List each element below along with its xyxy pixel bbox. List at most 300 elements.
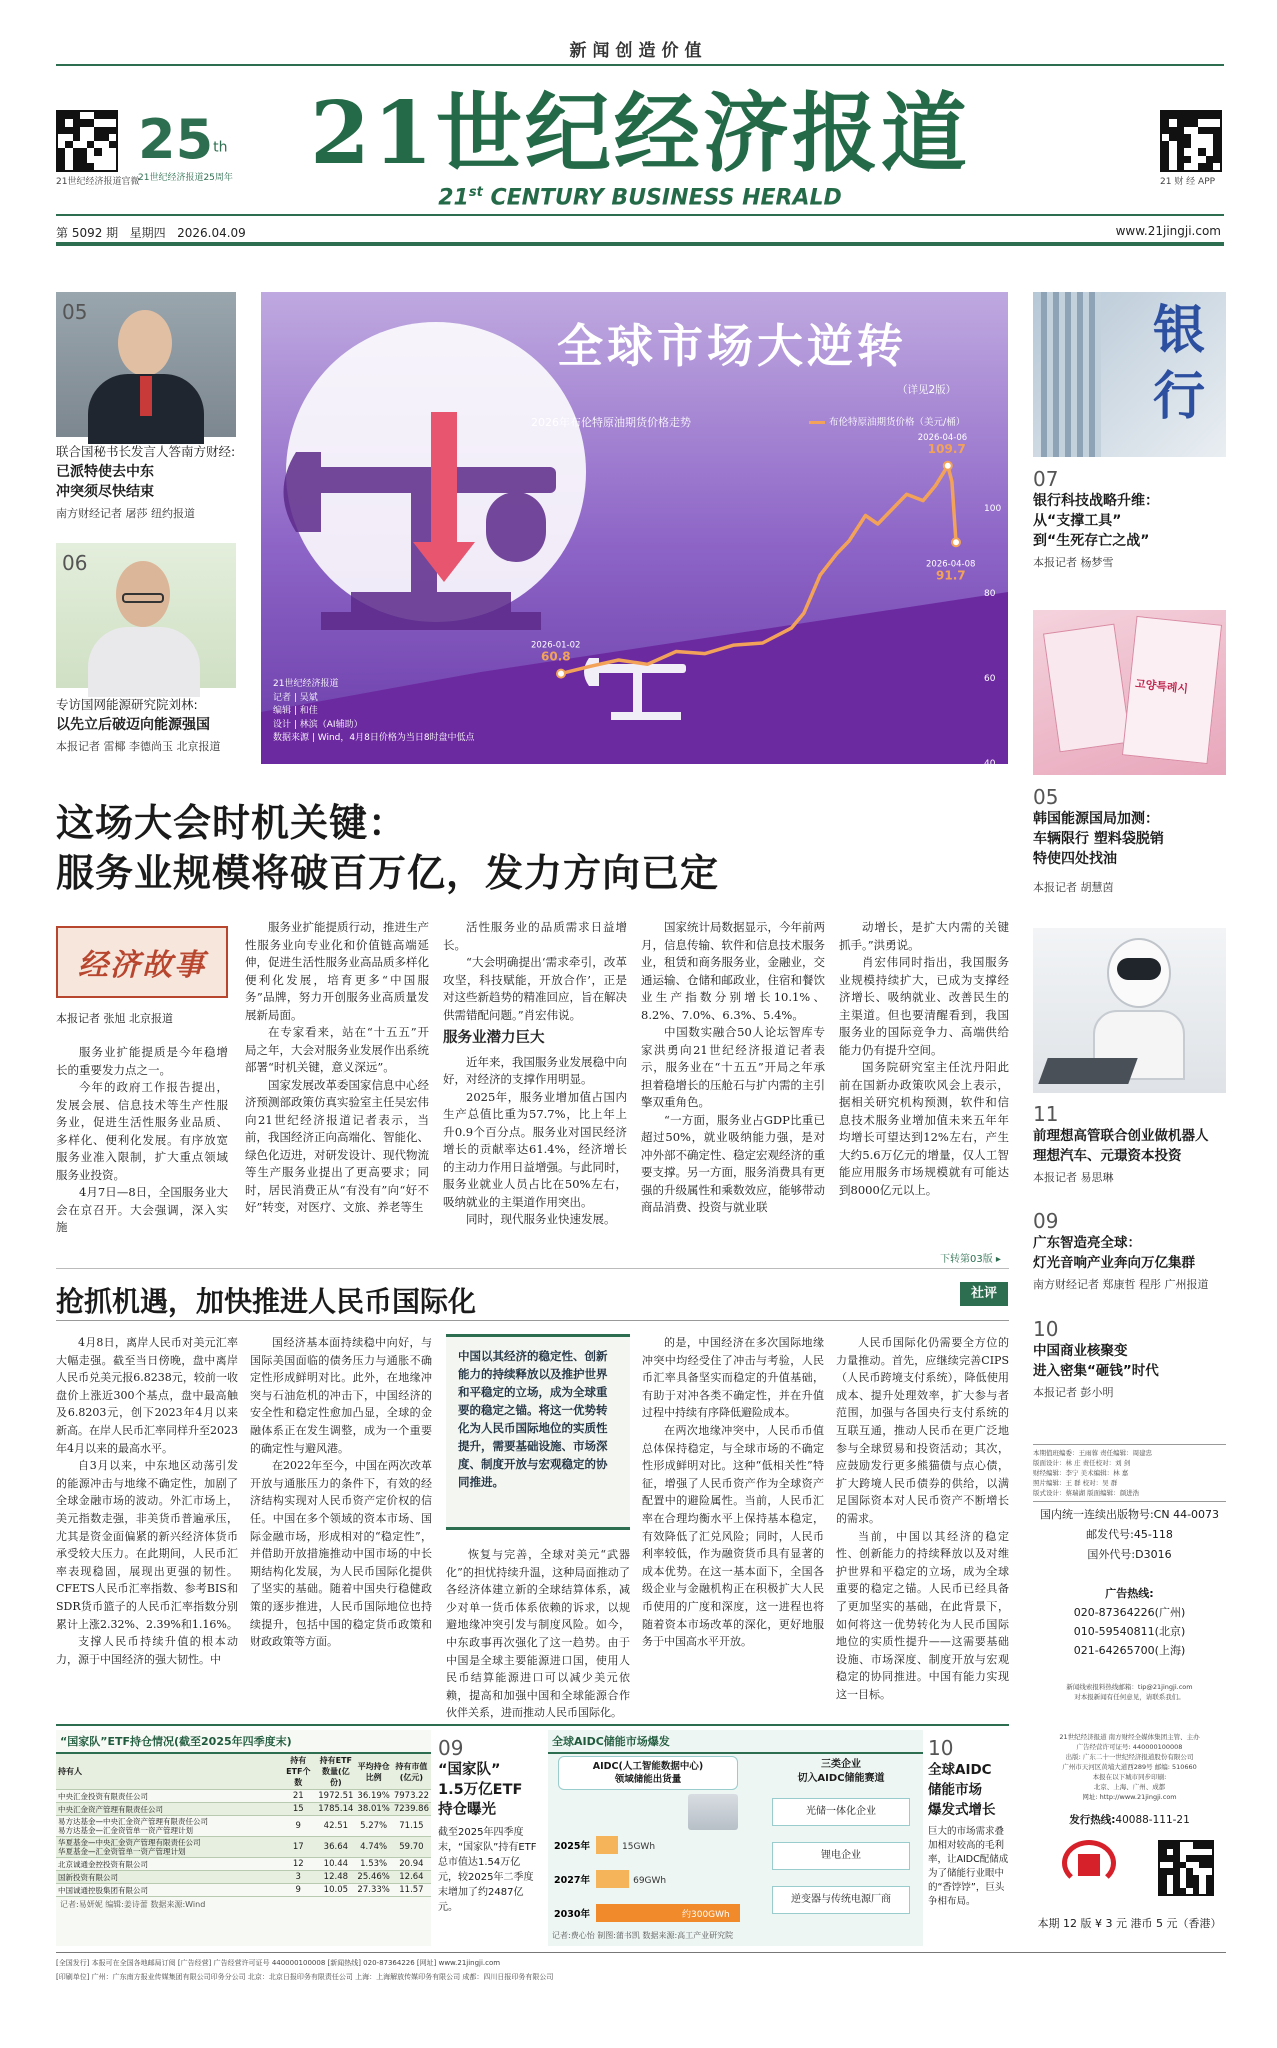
etf-title: “国家队”ETF持仓情况(截至2025年四季度末)	[56, 1730, 431, 1754]
qr-module	[1177, 134, 1184, 141]
price-point	[617, 659, 619, 661]
table-row	[56, 1816, 431, 1837]
qr-right-caption: 21 财 经 APP	[1160, 177, 1216, 187]
paragraph: 中国数实融合50人论坛智库专家洪勇向21世纪经济报道记者表示，服务业在“十五五”开局之年承担着稳增长的压舱石与扩内需的主引擎双重角色。	[641, 1025, 825, 1109]
qr-module	[1206, 127, 1213, 134]
qr-module	[94, 127, 101, 134]
qr-module	[1198, 119, 1205, 126]
editorial-head-rule	[56, 1320, 1009, 1321]
qr-module	[1169, 134, 1176, 141]
qr-module	[1213, 141, 1220, 148]
price-point	[877, 523, 879, 525]
qr-module	[73, 134, 80, 141]
headline[interactable]: 银行科技战略升维： 从“支撑工具” 到“生死存亡之战”	[1033, 493, 1159, 549]
news-tip: 新闻线索报料热线邮箱：tip@21jingji.com 对本报新闻有任何意见，请联系我们。	[1066, 1683, 1193, 1701]
qr-module	[1162, 141, 1169, 148]
bar-category: 2030年	[554, 1909, 590, 1920]
bar	[596, 1836, 618, 1854]
table-cell: 1972.51	[318, 1791, 354, 1801]
lead-byline: 本报记者 张旭 北京报道	[56, 1012, 173, 1025]
qr-module	[65, 163, 72, 170]
qr-module	[1162, 148, 1169, 155]
qr-module	[1191, 112, 1198, 119]
qr-module	[94, 112, 101, 119]
editorial-pullquote	[446, 1334, 630, 1530]
qr-module	[1191, 148, 1198, 155]
eng-sup: st	[468, 185, 483, 200]
qr-module	[73, 148, 80, 155]
qr-module	[109, 112, 116, 119]
qr-left-caption: 21世纪经济报道官微	[56, 177, 140, 187]
qr-module	[1169, 112, 1176, 119]
lead-col-1	[56, 1044, 228, 1266]
table-cell: 中国诚通控股集团有限公司	[56, 1884, 280, 1897]
qr-module	[1198, 112, 1205, 119]
anniversary-number: 25	[138, 108, 214, 171]
qr-module	[65, 119, 72, 126]
table-header-row	[56, 1754, 431, 1790]
hero-graphic[interactable]	[261, 292, 1008, 769]
qr-module	[109, 156, 116, 163]
table-cell: 北京诚通金控投资有限公司	[56, 1858, 280, 1871]
qr-module	[73, 163, 80, 170]
anniversary-logo	[138, 108, 238, 183]
qr-module	[1177, 119, 1184, 126]
ad-hotline	[1033, 1584, 1226, 1660]
qr-module	[65, 134, 72, 141]
overseas-code: D3016	[1135, 1548, 1172, 1561]
qr-module	[80, 134, 87, 141]
qr-module	[1206, 156, 1213, 163]
info-rule	[56, 242, 1224, 246]
editorial-col-2	[250, 1334, 432, 1710]
pullquote-text: 中国以其经济的稳定性、创新能力的持续释放以及推护世界和平稳定的立场，成为全球重要的稳定之锚。将这一优势转化为人民币国际地位的实质性提升，需要基础设施、市场深度、制度开放与宏观稳定的协同推进。	[458, 1349, 608, 1489]
paragraph: 支撑人民币持续升值的根本动力，源于中国经济的强大韧性。中	[56, 1635, 238, 1666]
qr-module	[1184, 112, 1191, 119]
qr-module	[58, 148, 65, 155]
qr-module	[1206, 134, 1213, 141]
credit-line: 数据来源 | Wind，4月8日价格为当日8时盘中低点	[273, 733, 475, 743]
publication-codes	[1033, 1505, 1226, 1565]
aidc-title: 全球AIDC储能市场爆发	[548, 1730, 923, 1754]
table-cell: 3	[280, 1871, 316, 1884]
page-ref: 11	[1033, 1102, 1059, 1126]
qr-module	[102, 156, 109, 163]
etf-credit: 记者:易妍妮 编辑:姜诗蕾 数据来源:Wind	[60, 1900, 206, 1909]
distribution-label: 发行热线:	[1069, 1814, 1116, 1826]
page-ref: 09	[438, 1736, 464, 1760]
byline: 本报记者 杨梦雪	[1033, 556, 1114, 569]
qr-left	[56, 110, 139, 187]
qr-module	[73, 141, 80, 148]
qr-module	[1198, 163, 1205, 170]
qr-code-right	[1160, 110, 1222, 172]
qr-module	[1206, 1888, 1213, 1895]
qr-module	[1162, 127, 1169, 134]
qr-module	[1177, 148, 1184, 155]
table-header: 持有市值(亿元)	[392, 1754, 431, 1790]
footer-line-1: [全国发行] 本报可在全国各地邮局订阅 [广告经营] 广告经营许可证号 440000100008 [新闻热线] 020-87364226 [网址] www.21jingji.com	[56, 1959, 501, 1967]
postal-code-label: 邮发代号:	[1086, 1528, 1134, 1541]
headline-small: 联合国秘书长发言人答南方财经:	[56, 444, 236, 459]
price-point	[589, 665, 591, 667]
qr-module	[80, 163, 87, 170]
overseas-code-label: 国外代号:	[1087, 1548, 1136, 1561]
qr-right	[1160, 110, 1222, 187]
byline: 本报记者 易思琳	[1033, 1171, 1114, 1184]
hero-see-page: （详见2版）	[897, 384, 957, 396]
annotation-date: 2026-04-06	[917, 432, 968, 443]
table-header: 持有人	[56, 1754, 280, 1790]
headline[interactable]: 广东智造亮全球： 灯光音响产业奔向万亿集群	[1033, 1235, 1195, 1271]
qr-module	[1206, 141, 1213, 148]
table-cell: 21	[280, 1790, 316, 1803]
qr-module	[87, 148, 94, 155]
paragraph: 服务业扩能提质行动，推进生产性服务业向专业化和价值链高端延伸，促进生活性服务业高品质多样化便利化发展，培育更多“中国服务”品牌，努力开创服务业高质量发展新局面。	[245, 920, 429, 1022]
table-cell: 9	[280, 1884, 316, 1897]
qr-module	[109, 134, 116, 141]
aidc-side-item-3: 逆变器与传统电源厂商	[772, 1886, 910, 1914]
bar-label: 69GWh	[633, 1876, 667, 1886]
qr-module	[1191, 119, 1198, 126]
table-cell: 15	[280, 1803, 316, 1816]
paragraph: 在两次地缘冲突中，人民币币值总体保持稳定，与全球市场的不确定性形成鲜明对比。这种“低相关性”特征，增强了人民币资产作为全球资产配置中的避险属性。当前，人民币汇率在合理均衡水平上保持基本稳定，有效降低了汇兑风险；同时，人民币利率较低，作为融资货币具有显著的成本优势。在这一基本面下，全国各级企业与金融机构正在积极扩大人民币使用的广度和深度，这一进程也将随着资本市场改革的深化，更好地服务于中国高水平开放。	[642, 1423, 824, 1649]
credit-line: 21世纪经济报道	[273, 679, 339, 689]
bar	[596, 1870, 629, 1888]
subheading: 服务业潜力巨大	[443, 1030, 545, 1046]
paragraph: 的是，中国经济在多次国际地缘冲突中均经受住了冲击与考验，人民币汇率具备坚实而稳定的升值基础，有助于对冲各类不确定性，并在升值过程中持续有序降低避险成本。	[642, 1336, 824, 1420]
qr-module	[1213, 148, 1220, 155]
table-cell: 4.74%	[355, 1837, 391, 1858]
qr-module	[1213, 119, 1220, 126]
qr-module	[1198, 148, 1205, 155]
table-cell: 易方达基金—中央汇金资产管理有限责任公司 易方达基金—汇金资管单一资产管理计划	[56, 1816, 280, 1837]
qr-module	[87, 112, 94, 119]
paragraph: “大会明确提出‘需求牵引，改革攻坚，科技赋能，开放合作’，正是对这些新趋势的精准回应，旨在解决供需错配问题。”肖宏伟说。	[443, 955, 627, 1022]
price-point	[790, 627, 792, 629]
qr-module	[1206, 112, 1213, 119]
table-cell: 36.64	[316, 1837, 355, 1858]
editorial-top-rule	[56, 1268, 1009, 1269]
table-header: 平均持仓比例	[355, 1754, 391, 1790]
qr-module	[1169, 156, 1176, 163]
hotline-sh: 021-64265700(上海)	[1073, 1644, 1186, 1657]
qr-module	[94, 148, 101, 155]
qr-module	[109, 141, 116, 148]
qr-module	[1169, 163, 1176, 170]
qr-module	[65, 112, 72, 119]
chart-title: 2026年布伦特原油期货价格走势	[531, 416, 691, 429]
page-ref: 09	[1033, 1209, 1059, 1233]
anniversary-caption: 21世纪经济报道25周年	[138, 173, 233, 183]
summary: 截至2025年四季度末，“国家队”持有ETF总市值达1.54万亿元，较2025年二季度末增加了约2487亿元。	[438, 1827, 537, 1913]
qr-module	[1184, 127, 1191, 134]
aidc-side-item-1: 光储一体化企业	[772, 1798, 910, 1826]
qr-module	[1213, 156, 1220, 163]
website[interactable]: www.21jingji.com	[1115, 224, 1221, 238]
price: 本期 12 版 ¥ 3 元 港币 5 元（香港）	[1037, 1917, 1222, 1930]
table-cell: 17	[280, 1837, 316, 1858]
byline: 本报记者 胡慧茵	[1033, 881, 1114, 894]
headline: “国家队” 1.5万亿ETF 持仓曝光	[438, 1762, 523, 1818]
paragraph: 近年来，我国服务业发展稳中向好，对经济的支撑作用明显。	[443, 1054, 627, 1086]
bar-label: 约300GWh	[682, 1910, 730, 1920]
y-tick-label: 60	[984, 674, 996, 684]
qr-module	[58, 141, 65, 148]
table-cell: 中央汇金资产管理有限责任公司	[56, 1803, 280, 1816]
bar-category: 2027年	[554, 1875, 590, 1886]
qr-module	[80, 141, 87, 148]
paragraph: 活性服务业的品质需求日益增长。	[443, 920, 627, 952]
qr-module	[87, 163, 94, 170]
paragraph: 4月8日，离岸人民币对美元汇率大幅走强。截至当日傍晚，盘中离岸人民币兑美元报6.8238元，较前一收盘价上涨近300个基点，盘中最高触及6.8203元，创下2023年4月以来新高。在岸人民币汇率同样升至2023年4月以来的最高水平。	[56, 1336, 238, 1455]
qr-module	[1191, 163, 1198, 170]
paragraph: 自3月以来，中东地区动荡引发的能源冲击与地缘不确定性，加剧了全球金融市场的波动。外汇市场上，美元指数走强，非美货币普遍承压，尤其是资金面偏紧的新兴经济体货币承受较大压力。在此期间，人民币汇率表现稳固，展现出更强的韧性。CFETS人民币汇率指数、参考BIS和SDR货币篮子的人民币汇率指数分别累计上涨2.32%、2.39%和1.16%。	[56, 1459, 238, 1631]
qr-module	[102, 148, 109, 155]
paragraph: 国务院研究室主任沈丹阳此前在国新办政策吹风会上表示，据相关研究机构预测，软件和信息技术服务业增加值未来五年年均增长可望达到12%左右，产生大约5.6万亿元的增量，仅人工智能应用服务市场规模就有可能达到8000亿元以上。	[839, 1060, 1009, 1197]
paragraph: 国家统计局数据显示，今年前两月，信息传输、软件和信息技术服务业，租赁和商务服务业，金融业，交通运输、仓储和邮政业，住宿和餐饮业生产指数分别增长10.1%、8.2%、7.0%、6.3%、5.4%。	[641, 920, 825, 1022]
aidc-panel	[548, 1730, 923, 1946]
paragraph: 同时，现代服务业快速发展。	[466, 1212, 616, 1226]
qr-module	[1184, 156, 1191, 163]
table-cell: 1785.14	[318, 1804, 354, 1814]
table-cell: 7239.86	[393, 1804, 429, 1814]
photo-robot	[1033, 928, 1226, 1093]
qr-module	[1184, 141, 1191, 148]
table-cell: 9	[280, 1816, 316, 1837]
table-cell: 11.57	[392, 1884, 431, 1897]
headline-small: 专访国网能源研究院刘林:	[56, 697, 198, 712]
etf-table	[56, 1754, 431, 1897]
price-point	[819, 574, 821, 576]
aidc-side-title: 三类企业 切入AIDC储能赛道	[797, 1759, 885, 1784]
page-ref: 10	[928, 1736, 954, 1760]
y-tick-label: 40	[984, 759, 996, 769]
headline[interactable]: 韩国能源国局加测： 车辆限行 塑料袋脱销 特使四处找油	[1033, 811, 1164, 867]
paragraph: “一方面，服务业占GDP比重已超过50%，就业吸纳能力强，是对冲外部不确定性、稳定宏观经济的重要支撑。另一方面，服务消费具有更强的升级属性和乘数效应，能够带动商品消费、投资与就业联	[641, 1112, 825, 1214]
annotation-date: 2026-04-08	[926, 559, 976, 570]
bank-sign: 银 行	[1153, 300, 1206, 427]
qr-module	[1213, 127, 1220, 134]
masthead: 21世纪经济报道	[310, 83, 970, 184]
qr-module	[80, 127, 87, 134]
editorial-col-4	[642, 1334, 824, 1710]
qr-module	[80, 148, 87, 155]
qr-module	[1162, 112, 1169, 119]
price-point	[803, 612, 805, 614]
qr-module	[80, 119, 87, 126]
qr-module	[1206, 163, 1213, 170]
paragraph: 人民币国际化仍需要全方位的力量推动。首先，应继续完善CIPS（人民币跨境支付系统），降低使用成本、提升处理效率，扩大参与者范围，加强与各国央行支付系统的互联互通，推动人民币在更广泛地参与全球贸易和投资活动；其次，应鼓励发行更多熊猫债与点心债，扩大跨境人民币债券的供给，以满足国际资本对人民币资产不断增长的需求。	[836, 1336, 1009, 1525]
weekday: 星期四	[129, 226, 166, 240]
domestic-code: CN 44-0073	[1153, 1508, 1220, 1521]
headline: 全球AIDC 储能市场 爆发式增长	[928, 1762, 996, 1818]
qr-module	[1213, 112, 1220, 119]
qr-module	[94, 119, 101, 126]
qr-module	[65, 141, 72, 148]
qr-module	[1198, 156, 1205, 163]
continued-link[interactable]: 下转第03版 ▸	[940, 1254, 1001, 1265]
paragraph: 国家发展改革委国家信息中心经济预测部政策仿真实验室主任吴宏伟向21世纪经济报道记者表示，当前，我国经济正向高端化、智能化、绿色化迈进，对研发设计、现代物流等生产服务业提出了更高要求；同时，居民消费正从“有没有”向“好不好”转变，对医疗、文旅、养老等生	[245, 1077, 429, 1214]
editorial-tag: 社评	[960, 1282, 1008, 1306]
price-point	[675, 650, 677, 652]
price-point	[646, 663, 648, 665]
price-point	[922, 499, 924, 501]
bottom-rule	[56, 1724, 1009, 1726]
qr-module	[1206, 119, 1213, 126]
column-logo	[56, 926, 228, 998]
byline: 本报记者 彭小明	[1033, 1386, 1114, 1399]
qr-module	[102, 163, 109, 170]
table-row	[56, 1803, 431, 1816]
qr-module	[1177, 163, 1184, 170]
bar-label: 15GWh	[622, 1842, 656, 1852]
qr-module	[87, 141, 94, 148]
paragraph: 2025年，服务业增加值占国内生产总值比重为57.7%，比上年上升0.9个百分点。服务业对国民经济增长的贡献率达61.4%，经济增长的主动力作用日益增强。与此同时，服务业就业人员占比在50%左右，吸纳就业的主渠道作用突出。	[443, 1089, 627, 1209]
qr-module	[1169, 141, 1176, 148]
paragraph: 当前，中国以其经济的稳定性、创新能力的持续释放以及对维护世界和平稳定的立场，成为全球重要的稳定之锚。人民币已经具备了更加坚实的基础，在此背景下，如何将这一优势转化为人民币国际地位的实质性提升——这需要基础设施、市场深度、制度开放与宏观稳定的协同推进。中国有能力实现这一目标。	[836, 1529, 1009, 1701]
headline[interactable]: 中国商业核聚变 进入密集“砸钱”时代	[1033, 1343, 1159, 1379]
table-cell: 国新投资有限公司	[56, 1871, 280, 1884]
qr-module	[94, 141, 101, 148]
qr-module	[1162, 119, 1169, 126]
price-point	[835, 553, 837, 555]
qr-module	[1213, 163, 1220, 170]
paragraph: 动增长，是扩大内需的关键抓手。”洪勇说。	[839, 920, 1009, 952]
qr-module	[94, 163, 101, 170]
eng-prefix: 21	[438, 185, 469, 211]
etf-story[interactable]	[438, 1736, 538, 1915]
paragraph: 肖宏伟同时指出，我国服务业规模持续扩大，已成为支撑经济增长、吸纳就业、改善民生的主渠道。但也要清醒看到，我国服务业的国际竞争力、高端供给能力仍有提升空间。	[839, 955, 1009, 1057]
byline: 南方财经记者 郑康哲 程彤 广州报道	[1033, 1278, 1209, 1291]
qr-code-bottom	[1158, 1840, 1214, 1896]
qr-module	[1169, 148, 1176, 155]
table-cell: 7973.22	[393, 1791, 429, 1801]
qr-module	[87, 156, 94, 163]
paragraph: 今年的政府工作报告提出，发展会展、信息技术等生产性服务业，促进生活性服务业品质、多样化、便利化发展。有序放宽服务业准入限制，扩大重点领域服务业投资。	[56, 1080, 228, 1182]
etf-panel	[56, 1730, 431, 1946]
qr-module	[1191, 156, 1198, 163]
qr-module	[109, 148, 116, 155]
price-point	[951, 480, 953, 482]
headline[interactable]: 前理想高管联合创业做机器人 理想汽车、元璟资本投资	[1033, 1128, 1209, 1164]
qr-module	[1169, 127, 1176, 134]
paragraph: 4月7日—8日，全国服务业大会在京召开。大会强调，深入实施	[56, 1185, 228, 1234]
annotation-value: 91.7	[936, 568, 966, 583]
qr-module	[1198, 127, 1205, 134]
distribution-line	[1033, 1812, 1226, 1827]
table-cell: 42.51	[316, 1816, 355, 1837]
table-row	[56, 1790, 431, 1803]
table-cell: 38.01%	[357, 1804, 390, 1814]
qr-module	[1177, 127, 1184, 134]
distribution-number: 40088-111-21	[1115, 1814, 1190, 1826]
hotline-gz: 020-87364226(广州)	[1073, 1606, 1186, 1619]
summary: 巨大的市场需求叠加相对较高的毛利率，让AIDC配储成为了储能行业眼中的“香饽饽”，巨头争相布局。	[928, 1826, 1009, 1907]
page-ref: 10	[1033, 1317, 1059, 1341]
qr-module	[102, 127, 109, 134]
qr-module	[87, 119, 94, 126]
qr-module	[1198, 134, 1205, 141]
publisher-box: 21世纪经济报道 南方财经全媒体集团主管、主办 广告经营许可证号: 440000100008 出版: 广东二十一世纪经济报道股份有限公司 广州市天河区黄埔大道西289号 邮编: 510660 本报在以下城市同步印刷: 北京、上海、广州、成都 网址: http://www.21jingji.com	[1059, 1733, 1200, 1801]
lead-col-5	[839, 919, 1009, 1247]
column-logo-text: 经济故事	[78, 948, 206, 983]
legend-label: 布伦特原油期货价格（美元/桶）	[829, 417, 966, 428]
qr-module	[58, 156, 65, 163]
aidc-side-item-2: 锂电企业	[772, 1842, 910, 1870]
table-cell: 36.19%	[357, 1791, 390, 1801]
price-line	[561, 466, 956, 674]
paragraph: 在2022年至今，中国在两次改革开放与通胀压力的条件下，有效的经济结构实现对人民币资产定价权的信任。中国在多个领域的资本市场、国际金融市场，形成相对的“稳定性”，并借助开放措施推动中国市场的中长期结构化发展，为人民币国际化提供了坚实的基础。随着中国央行稳健政策的逐步推进，人民币国际地位也持续提升，包括中国的稳定货币政策和财政政策等方面。	[250, 1459, 432, 1649]
aidc-bar-chart	[552, 1830, 752, 1940]
lead-headline[interactable]: 这场大会时机关键： 服务业规模将破百万亿，发力方向已定	[56, 801, 720, 895]
qr-module	[109, 127, 116, 134]
qr-module	[1162, 156, 1169, 163]
paragraph: 服务业扩能提质是今年稳增长的重要发力点之一。	[56, 1045, 228, 1077]
qr-module	[94, 156, 101, 163]
header-top-rule	[56, 64, 1224, 66]
footer-line-2: [印刷单位] 广州：广东南方报业传媒集团有限公司印务分公司 北京：北京日报印务有限责任公司 上海：上海解放传媒印务有限公司 成都：四川日报印务有限公司	[56, 1973, 554, 1981]
qr-module	[58, 163, 65, 170]
price-point	[905, 493, 907, 495]
aidc-story[interactable]	[928, 1736, 1012, 1909]
annotation-value: 109.7	[927, 441, 966, 456]
paragraph: 国经济基本面持续稳中向好，与国际美国面临的债务压力与通胀不确定性形成鲜明对比。此外，在地缘冲突与石油危机的冲击下，中国经济的安全性和稳定性愈加凸显，全球的金融体系正在发生调整，成为一个重要的确定性与避风港。	[250, 1336, 432, 1455]
qr-module	[109, 119, 116, 126]
qr-module	[94, 134, 101, 141]
qr-module	[1184, 119, 1191, 126]
table-cell: 10.44	[316, 1858, 355, 1871]
qr-module	[65, 127, 72, 134]
credit-line: 记者 | 吴斌	[273, 692, 318, 703]
price-point	[848, 540, 850, 542]
headline: 已派特使去中东 冲突须尽快结束	[56, 464, 154, 500]
issue-info	[56, 224, 246, 241]
page-ref: 05	[1033, 785, 1059, 809]
editorial-col-1	[56, 1334, 238, 1710]
paragraph: 在专家看来，站在“十五五”开局之年，大会对服务业发展作出系统部署“时机关键，意义深远”。	[245, 1025, 429, 1074]
lead-col-4	[641, 919, 825, 1265]
price-point	[733, 644, 735, 646]
y-tick-label: 100	[984, 504, 1002, 514]
hero-title: 全球市场大逆转	[557, 319, 907, 373]
editorial-headline[interactable]: 抢抓机遇，加快推进人民币国际化	[56, 1285, 477, 1318]
lead-col-2	[245, 919, 429, 1265]
bag-print: 고양특례시	[1134, 677, 1189, 696]
qr-module	[1213, 134, 1220, 141]
annotation-value: 60.8	[541, 649, 571, 664]
table-cell: 59.70	[392, 1837, 431, 1858]
table-header: 持有ETF个数	[280, 1754, 316, 1790]
table-header: 持有ETF数量(亿份)	[316, 1754, 355, 1790]
server-rack-icon	[688, 1794, 738, 1830]
qr-module	[1191, 141, 1198, 148]
qr-module	[109, 163, 116, 170]
price-point	[761, 642, 763, 644]
price-point	[864, 514, 866, 516]
qr-module	[1177, 156, 1184, 163]
slogan: 新闻创造价值	[569, 41, 708, 61]
qr-module	[1198, 141, 1205, 148]
editorial-col-5	[836, 1334, 1009, 1710]
masthead-english	[300, 185, 980, 210]
annotation-date: 2026-01-02	[531, 640, 581, 651]
qr-module	[102, 141, 109, 148]
association-logo	[1052, 1840, 1126, 1904]
qr-module	[1169, 119, 1176, 126]
page-ref: 05	[62, 300, 88, 324]
header-bottom-rule	[56, 214, 1224, 216]
